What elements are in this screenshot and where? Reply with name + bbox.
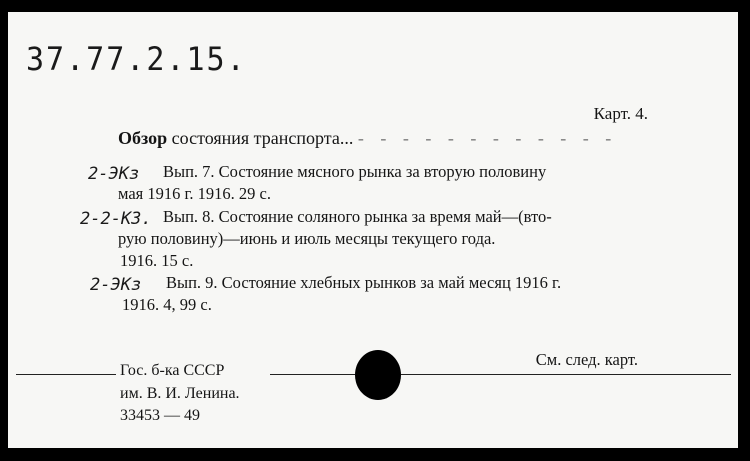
- issue-9-line1: Вып. 9. Состояние хлебных рынков за май месяц 1916 г.: [166, 273, 562, 292]
- call-number: 37.77.2.15.: [26, 40, 247, 79]
- title-bold-word: Обзор: [118, 128, 168, 148]
- see-next-card: См. след. карт.: [535, 350, 638, 369]
- title-dots: - - - - - - - - - - - -: [357, 128, 618, 148]
- bottom-rule-right: [401, 374, 731, 375]
- card-number-label: Карт. 4.: [593, 104, 648, 123]
- library-line-1: Гос. б-ка СССР: [120, 362, 225, 379]
- issue-7-line2: мая 1916 г. 1916. 29 с.: [118, 184, 271, 203]
- library-line-3: 33453 — 49: [120, 407, 200, 424]
- title-rest: состояния транспорта...: [171, 128, 354, 148]
- issue-8-handwritten-mark: 2-2-КЗ.: [80, 209, 152, 229]
- issue-7-line1: Вып. 7. Состояние мясного рынка за вторую половину: [163, 162, 547, 181]
- punch-hole: [355, 350, 401, 400]
- issue-8-line2: рую половину)—июнь и июль месяцы текущего года.: [118, 229, 496, 248]
- card-title: [118, 128, 617, 149]
- issue-7-handwritten-mark: 2-ЭКз: [88, 164, 140, 184]
- library-line-2: им. В. И. Ленина.: [120, 385, 240, 402]
- issue-8-line1: Вып. 8. Состояние соляного рынка за время май—(вто-: [163, 207, 552, 226]
- bottom-rule-middle: [270, 374, 355, 375]
- bottom-rule-left: [16, 374, 116, 375]
- issue-9-line2: 1916. 4, 99 с.: [122, 295, 212, 314]
- issue-8-line3: 1916. 15 с.: [120, 251, 194, 270]
- issue-9-handwritten-mark: 2-ЭКз: [90, 275, 142, 295]
- catalog-card: [8, 12, 738, 448]
